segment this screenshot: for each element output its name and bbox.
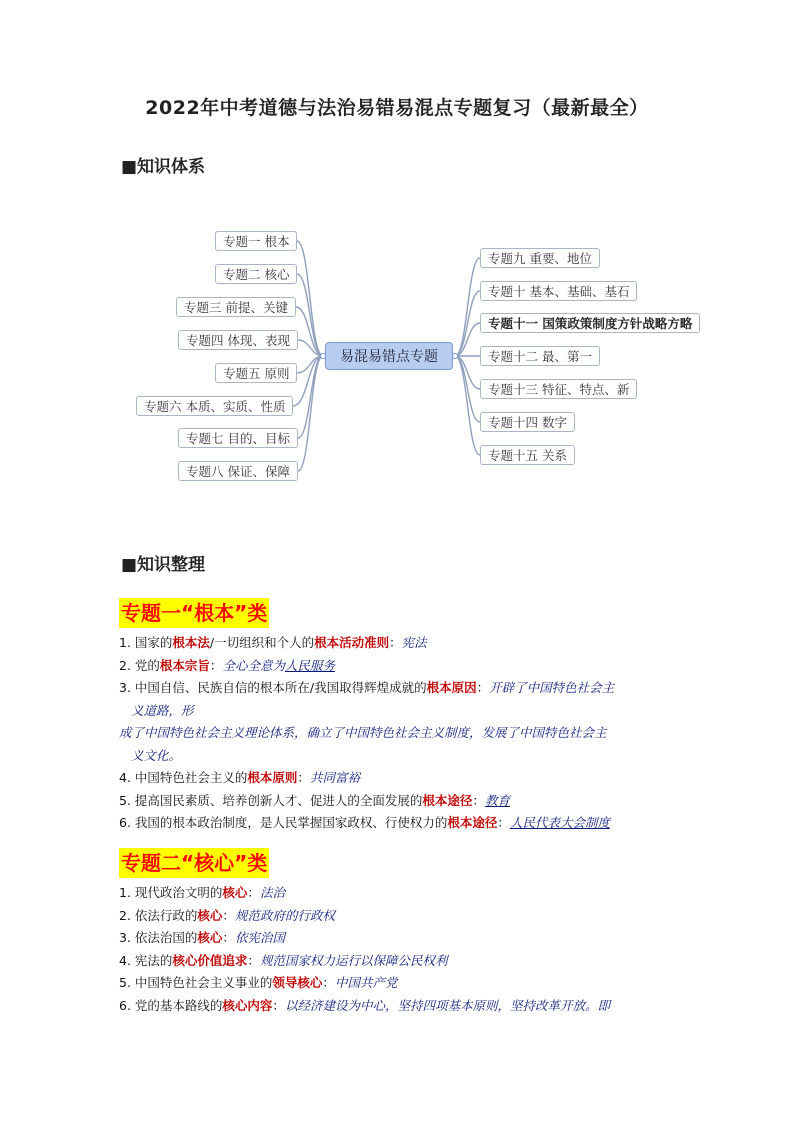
list-item [119, 655, 719, 678]
topic-2-block [119, 848, 719, 1017]
item-text: 6. 我国的根本政治制度，是人民掌握国家政权、行使权力的 [119, 815, 448, 830]
mindmap-connector [297, 241, 323, 356]
list-item [119, 677, 719, 700]
section-knowledge-system: ■知识体系 [121, 157, 206, 177]
mindmap-connector [297, 274, 323, 356]
keyword: 核心 [197, 930, 223, 945]
list-item [119, 972, 719, 995]
answer: 中国共产党 [334, 975, 398, 990]
colon: ： [222, 930, 235, 945]
item-text: 2. 党的 [119, 657, 160, 673]
keyword: 核心 [197, 907, 223, 923]
item-text: /一切组织和个人的 [209, 635, 315, 650]
colon: ： [209, 657, 223, 673]
list-item-continuation [119, 745, 719, 768]
list-item [119, 790, 719, 813]
mindmap-node-topic-14: 专题十四 数字 [480, 412, 575, 432]
mindmap-node-topic-7: 专题七 目的、目标 [178, 428, 298, 448]
mindmap-node-topic-2: 专题二 核心 [215, 264, 297, 284]
keyword: 根本原则 [247, 770, 298, 785]
topic-1-block [119, 598, 719, 835]
answer: 以经济建设为中心，坚持四项基本原则，坚持改革开放。即 [284, 997, 610, 1013]
colon: ： [472, 792, 485, 808]
list-item-continuation [119, 722, 719, 745]
mindmap-connector [455, 356, 480, 422]
answer: 规范国家权力运行以保障公民权利 [259, 952, 448, 968]
mindmap-node-topic-1: 专题一 根本 [215, 231, 297, 251]
item-text: 4. 宪法的 [119, 952, 173, 968]
mindmap-node-topic-6: 专题六 本质、实质、性质 [136, 396, 293, 416]
mindmap-center-node: 易混易错点专题 [325, 342, 453, 370]
answer: 规范政府的行政权 [234, 907, 335, 923]
topic-2-items [119, 882, 719, 1017]
item-text: 3. 依法治国的 [119, 930, 198, 945]
item-text: 6. 党的基本路线的 [119, 997, 223, 1013]
item-text: 1. 现代政治文明的 [119, 885, 223, 900]
topic-2-title: 专题二“核心”类 [119, 848, 269, 878]
answer: 义文化。 [131, 747, 182, 763]
answer-underlined: 人民服务 [284, 657, 335, 673]
colon: ： [272, 997, 285, 1013]
keyword: 核心 [222, 885, 248, 900]
item-text: 2. 依法行政的 [119, 907, 198, 923]
keyword: 根本途径 [447, 815, 498, 830]
mindmap-node-topic-12: 专题十二 最、第一 [480, 346, 600, 366]
colon: ： [247, 885, 260, 900]
item-text: 4. 中国特色社会主义的 [119, 770, 248, 785]
colon: ： [322, 975, 335, 990]
colon: ： [222, 907, 235, 923]
answer: 依宪治国 [234, 930, 285, 945]
mindmap-node-topic-4: 专题四 体现、表现 [178, 330, 298, 350]
list-item [119, 927, 719, 950]
center-right-dot [453, 354, 458, 359]
keyword: 根本宗旨 [159, 657, 210, 673]
mindmap-node-topic-15: 专题十五 关系 [480, 445, 575, 465]
keyword: 核心价值追求 [172, 952, 248, 968]
colon: ： [297, 770, 310, 785]
keyword: 根本原因 [426, 680, 477, 695]
item-text: 3. 中国自信、民族自信的根本所在/我国取得辉煌成就的 [119, 680, 427, 695]
keyword: 核心内容 [222, 997, 273, 1013]
mindmap-node-topic-11: 专题十一 国策政策制度方针战略方略 [480, 313, 700, 333]
keyword: 根本法 [172, 635, 210, 650]
mindmap-node-topic-10: 专题十 基本、基础、基石 [480, 281, 637, 301]
answer: 共同富裕 [309, 770, 360, 785]
list-item [119, 995, 719, 1018]
list-item [119, 767, 719, 790]
colon: ： [247, 952, 260, 968]
colon: ： [476, 680, 490, 695]
mindmap-node-topic-13: 专题十三 特征、特点、新 [480, 379, 637, 399]
answer: 法治 [259, 885, 285, 900]
list-item [119, 812, 719, 835]
list-item-continuation [119, 700, 719, 723]
mindmap-node-topic-9: 专题九 重要、地位 [480, 248, 600, 268]
document-title: 2022年中考道德与法治易错易混点专题复习（最新最全） [145, 97, 649, 119]
item-text: 1. 国家的 [119, 635, 173, 650]
answer: 开辟了中国特色社会主 [489, 680, 615, 695]
list-item [119, 905, 719, 928]
list-item [119, 950, 719, 973]
item-text: 5. 中国特色社会主义事业的 [119, 975, 273, 990]
answer: 宪法 [401, 635, 427, 650]
keyword: 领导核心 [272, 975, 323, 990]
item-text: 5. 提高国民素质、培养创新人才、促进人的全面发展的 [119, 792, 423, 808]
keyword: 根本途径 [422, 792, 473, 808]
mindmap-node-topic-5: 专题五 原则 [215, 363, 297, 383]
mindmap-node-topic-3: 专题三 前提、关键 [176, 297, 296, 317]
answer-underlined: 人民代表大会制度 [509, 815, 610, 830]
topic-1-items [119, 632, 719, 835]
mindmap-node-topic-8: 专题八 保证、保障 [178, 461, 298, 481]
colon: ： [389, 635, 402, 650]
answer: 义道路，形 [131, 702, 194, 718]
list-item [119, 882, 719, 905]
keyword: 根本活动准则 [314, 635, 390, 650]
answer-underlined: 教育 [484, 792, 510, 808]
answer: 全心全意为 [222, 657, 285, 673]
section-knowledge-organize: ■知识整理 [121, 555, 206, 575]
answer: 成了中国特色社会主义理论体系，确立了中国特色社会主义制度，发展了中国特色社会主 [119, 725, 607, 740]
list-item [119, 632, 719, 655]
colon: ： [497, 815, 510, 830]
topic-1-title: 专题一“根本”类 [119, 598, 269, 628]
